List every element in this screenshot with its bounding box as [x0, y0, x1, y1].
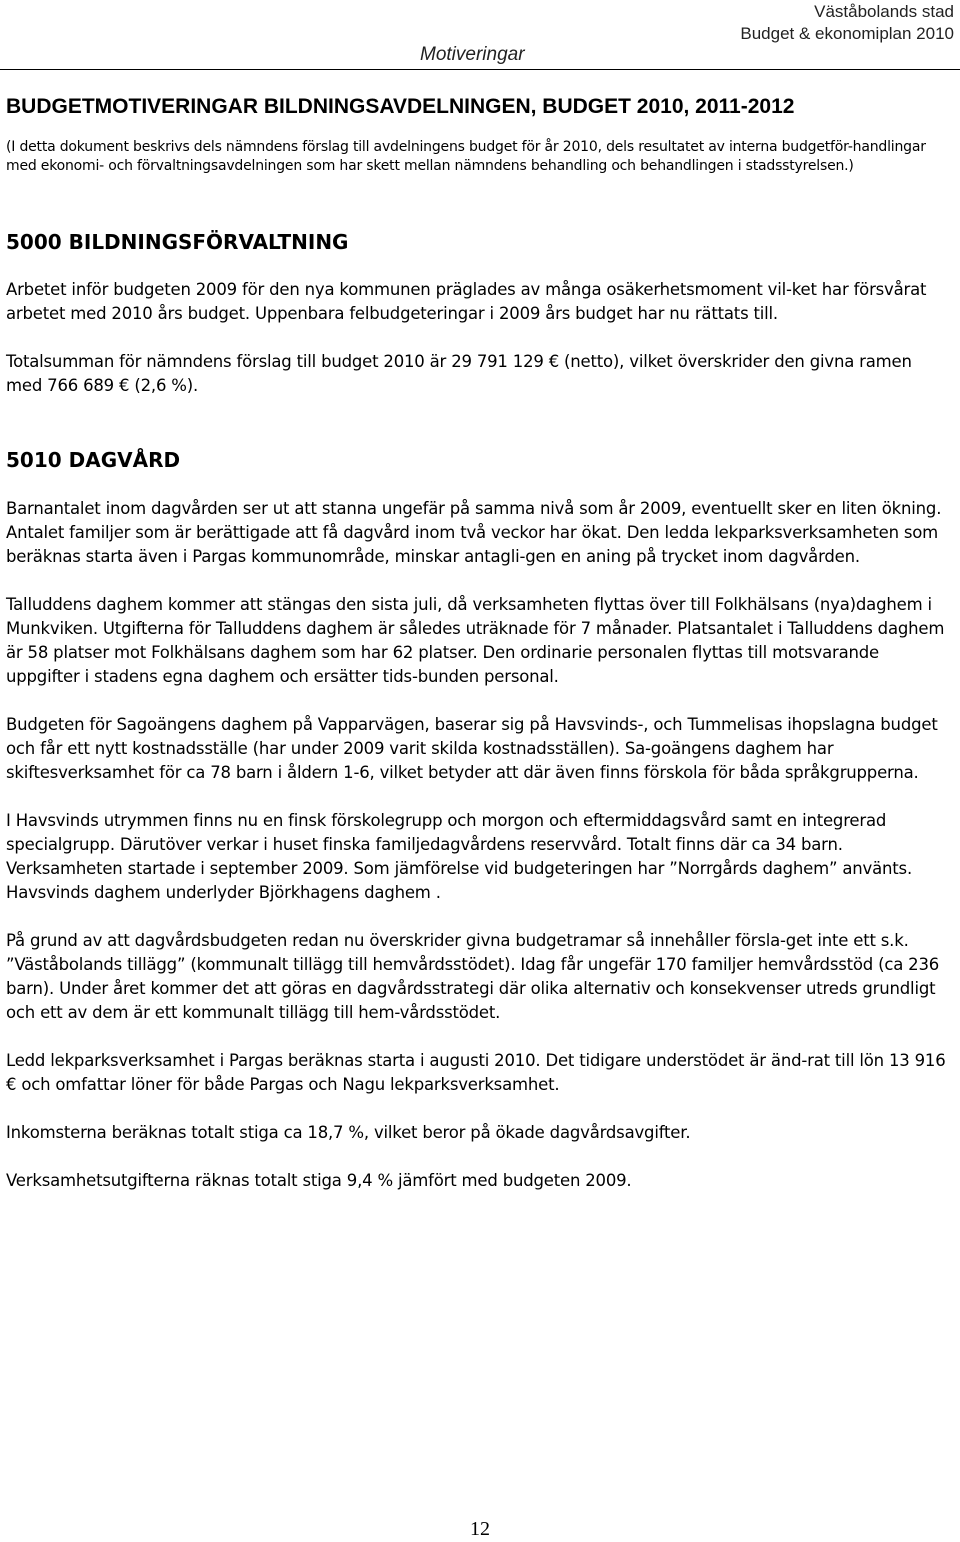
paragraph: Ledd lekparksverksamhet i Pargas beräknas starta i augusti 2010. Det tidigare understödet är änd-rat till lön 13 916 € och omfattar löner för både Pargas och Nagu lekparksverksamhet. [6, 1051, 946, 1094]
header-divider [0, 69, 960, 70]
paragraph: Inkomsterna beräknas totalt stiga ca 18,7 %, vilket beror på ökade dagvårdsavgifter. [6, 1123, 691, 1142]
paragraph: Talluddens daghem kommer att stängas den sista juli, då verksamheten flyttas över till Folkhälsans (nya)daghem i Munkviken. Utgifterna för Talluddens daghem är således uträknade för 7 månader. Platsantalet i Talluddens daghem är 58 platser mot Folkhälsans daghem som har 62 platser. Den ordinarie personalen flyttas till motsvarande uppgifter i stadens egna daghem och ersätter tids-bunden personal. [6, 595, 945, 686]
intro-note: (I detta dokument beskrivs dels nämndens förslag till avdelningens budget för år 2010, dels resultatet av interna budgetför-handlingar med ekonomi- och förvaltningsavdelningen som har skett mellan nämndens behandling och behandlingen i stadsstyrelsen.) [6, 139, 926, 174]
paragraph: Arbetet inför budgeten 2009 för den nya kommunen präglades av många osäkerhetsmoment vil-ket har försvårat arbetet med 2010 års budget. Uppenbara felbudgeteringar i 2009 års budget har nu rättats till. [6, 280, 927, 323]
section-heading-5000: 5000 BILDNINGSFÖRVALTNING [6, 230, 349, 254]
page-content [6, 92, 952, 1193]
paragraph: Totalsumman för nämndens förslag till budget 2010 är 29 791 129 € (netto), vilket överskrider den givna ramen med 766 689 € (2,6 %). [6, 352, 912, 395]
page-number: 12 [470, 1518, 490, 1540]
paragraph: Verksamhetsutgifterna räknas totalt stiga 9,4 % jämfört med budgeten 2009. [6, 1171, 632, 1190]
paragraph: I Havsvinds utrymmen finns nu en finsk förskolegrupp och morgon och eftermiddagsvård samt en integrerad specialgrupp. Därutöver verkar i huset finska familjedagvårdens reservvård. Totalt finns där ca 34 barn. Verksamheten startade i september 2009. Som jämförelse vid budgeteringen har ”Norrgårds daghem” använts. Havsvinds daghem underlyder Björkhagens daghem . [6, 811, 912, 902]
paragraph: På grund av att dagvårdsbudgeten redan nu överskrider givna budgetramar så innehåller försla-get inte ett s.k. ”Väståbolands tillägg” (kommunalt tillägg till hemvårdsstödet). Idag får ungefär 170 familjer hemvårdsstöd (ca 236 barn). Under året kommer det att göras en dagvårdsstrategi där olika alternativ och konsekvenser utreds grundligt och ett av dem är ett kommunalt tillägg till hem-vårdsstödet. [6, 931, 940, 1022]
section-heading-5010: 5010 DAGVÅRD [6, 448, 181, 472]
header-document-title: Budget & ekonomiplan 2010 [740, 24, 954, 43]
header-organization: Väståbolands stad [814, 2, 954, 21]
paragraph: Barnantalet inom dagvården ser ut att stanna ungefär på samma nivå som år 2009, eventuellt sker en liten ökning. Antalet familjer som är berättigade att få dagvård inom två veckor har ökat. Den ledda lekparksverksamheten som beräknas starta även i Pargas kommunområde, minskar antagli-gen en aning på trycket inom dagvården. [6, 499, 942, 566]
header-section-title: Motiveringar [420, 44, 525, 65]
header-meta [740, 1, 954, 45]
document-title: BUDGETMOTIVERINGAR BILDNINGSAVDELNINGEN, BUDGET 2010, 2011-2012 [6, 95, 795, 118]
paragraph: Budgeten för Sagoängens daghem på Vapparvägen, baserar sig på Havsvinds-, och Tummelisas ihopslagna budget och får ett nytt kostnadsställe (har under 2009 varit skilda kostnadsställen). Sa-goängens daghem har skiftesverksamhet för ca 78 barn i åldern 1-6, vilket betyder att där även finns förskola för båda språkgrupperna. [6, 715, 938, 782]
